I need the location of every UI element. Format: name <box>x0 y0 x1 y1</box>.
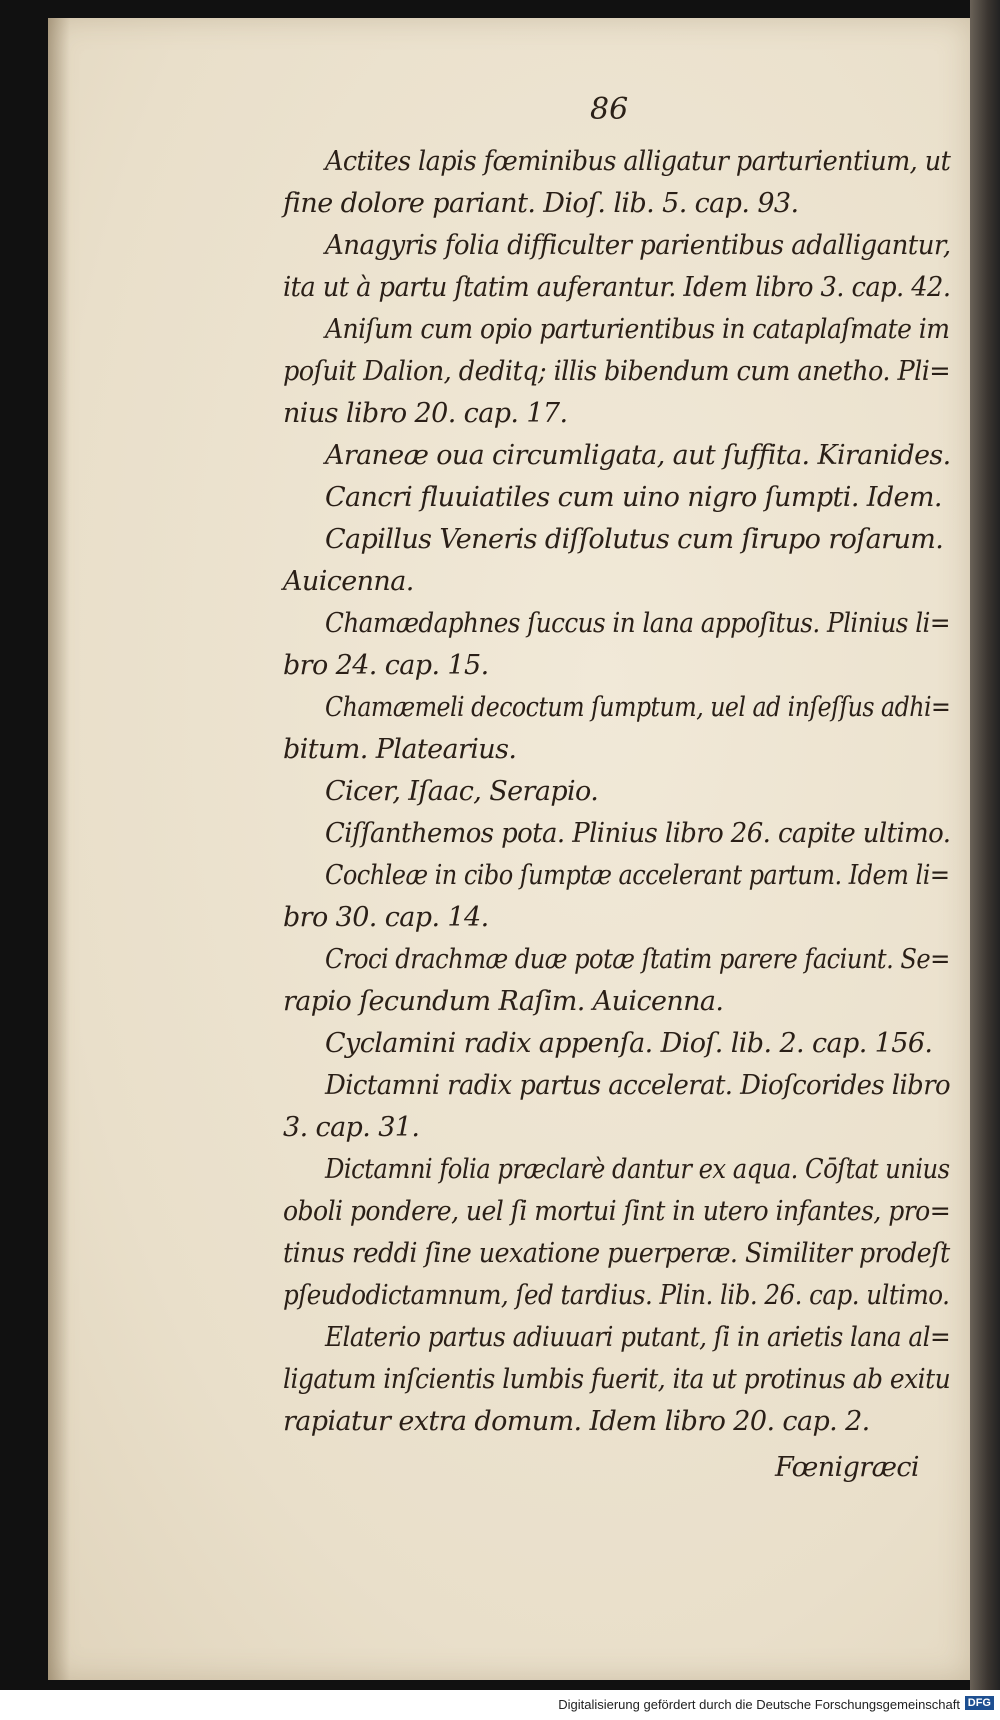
text-line: Cicer, Iſaac, Serapio. <box>325 776 599 807</box>
text-line: ligatum inſcientis lumbis fuerit, ita ut protinus ab exitu <box>283 1364 951 1395</box>
text-line: Cyclamini radix appenſa. Dioſ. lib. 2. cap. 156. <box>325 1028 933 1059</box>
text-line: Dictamni radix partus accelerat. Dioſcorides libro <box>325 1070 951 1101</box>
text-line: Croci drachmæ duæ potæ ſtatim parere faciunt. Se= <box>325 944 950 975</box>
text-line: Aniſum cum opio parturientibus in cataplaſmate im <box>325 314 950 345</box>
page-edge <box>970 0 1000 1690</box>
text-line: Anagyris folia difficulter parientibus adalligantur, <box>325 230 951 261</box>
text-line: Cancri fluuiatiles cum uino nigro ſumpti. Idem. <box>325 482 942 513</box>
page-gutter-shadow <box>48 18 70 1680</box>
text-line: 3. cap. 31. <box>283 1112 420 1143</box>
text-line: pſeudodictamnum, ſed tardius. Plin. lib. 26. cap. ultimo. <box>283 1280 950 1311</box>
text-line: Auicenna. <box>283 566 414 597</box>
text-line: Ciſſanthemos pota. Plinius libro 26. capite ultimo. <box>325 818 951 849</box>
text-line: Capillus Veneris diſſolutus cum ſirupo roſarum. <box>325 524 944 555</box>
text-line: Cochleæ in cibo ſumptæ accelerant partum. Idem li= <box>325 860 950 891</box>
text-line: rapio ſecundum Raſim. Auicenna. <box>283 986 724 1017</box>
footer-bar <box>0 1690 1000 1720</box>
text-line: rapiatur extra domum. Idem libro 20. cap. 2. <box>283 1406 870 1437</box>
text-line: fine dolore pariant. Dioſ. lib. 5. cap. 93. <box>283 188 799 219</box>
catchword: Fœnigræci <box>775 1452 919 1483</box>
footer-credit: Digitalisierung gefördert durch die Deutsche Forschungsgemeinschaft <box>558 1697 960 1712</box>
text-line: bro 30. cap. 14. <box>283 902 489 933</box>
text-line: Elaterio partus adiuuari putant, ſi in arietis lana al= <box>325 1322 951 1353</box>
text-line: ita ut à partu ſtatim auferantur. Idem libro 3. cap. 42. <box>283 272 951 303</box>
text-line: bro 24. cap. 15. <box>283 650 489 681</box>
page-number: 86 <box>590 92 629 127</box>
text-line: Chamædaphnes ſuccus in lana appoſitus. Plinius li= <box>325 608 951 639</box>
text-line: Chamæmeli decoctum ſumptum, uel ad inſeſſus adhi= <box>325 692 951 723</box>
text-line: oboli pondere, uel ſi mortui ſint in utero infantes, pro= <box>283 1196 951 1227</box>
text-line: bitum. Platearius. <box>283 734 517 765</box>
text-line: Dictamni folia præclarè dantur ex aqua. Cōſtat unius <box>325 1154 950 1185</box>
text-line: Araneæ oua circumligata, aut ſuffita. Kiranides. <box>325 440 951 471</box>
text-line: Actites lapis fœminibus alligatur parturientium, ut <box>325 146 951 177</box>
text-line: tinus reddi ſine uexatione puerperæ. Similiter prodeſt <box>283 1238 950 1269</box>
dfg-logo: DFG <box>965 1696 994 1710</box>
text-line: poſuit Dalion, deditq; illis bibendum cum anetho. Pli= <box>283 356 951 387</box>
text-line: nius libro 20. cap. 17. <box>283 398 568 429</box>
